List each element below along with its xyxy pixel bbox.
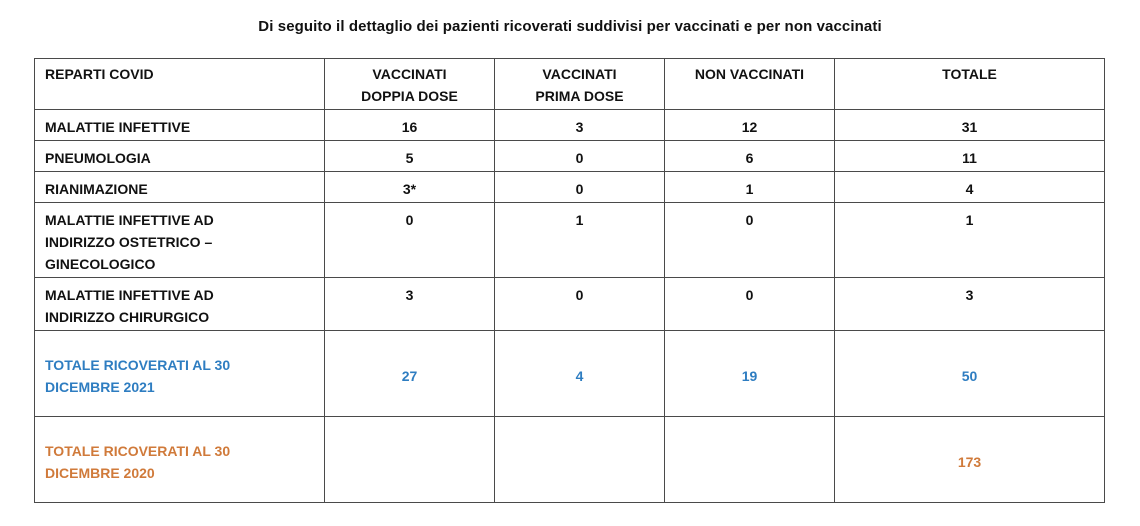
cell-totale: 31 xyxy=(835,110,1105,141)
cell-doppia: 3 xyxy=(325,278,495,331)
total-2021-label xyxy=(35,331,325,417)
header-prima-line2: PRIMA DOSE xyxy=(535,88,624,104)
header-doppia-line1: VACCINATI xyxy=(372,66,447,82)
hospitalized-patients-table xyxy=(34,58,1105,503)
total-2020-prima xyxy=(495,417,665,503)
header-totale xyxy=(835,59,1105,110)
header-vaccinati-prima-dose xyxy=(495,59,665,110)
row-label xyxy=(35,141,325,172)
page-title: Di seguito il dettaglio dei pazienti ricoverati suddivisi per vaccinati e per non vaccinati xyxy=(258,18,882,35)
cell-doppia: 3* xyxy=(325,172,495,203)
total-2020-label-line: TOTALE RICOVERATI AL 30 xyxy=(45,442,231,459)
table-row xyxy=(35,110,1105,141)
cell-prima: 0 xyxy=(495,278,665,331)
cell-doppia: 5 xyxy=(325,141,495,172)
total-2020-totale: 173 xyxy=(835,417,1105,503)
header-prima-line1: VACCINATI xyxy=(542,66,617,82)
row-label xyxy=(35,203,325,278)
cell-non: 1 xyxy=(665,172,835,203)
cell-prima: 3 xyxy=(495,110,665,141)
total-2020-row xyxy=(35,417,1105,503)
header-doppia-line2: DOPPIA DOSE xyxy=(361,88,458,104)
total-2021-row xyxy=(35,331,1105,417)
cell-prima: 0 xyxy=(495,141,665,172)
table-row xyxy=(35,141,1105,172)
total-2021-label-line: DICEMBRE 2021 xyxy=(45,378,155,395)
total-2020-doppia xyxy=(325,417,495,503)
cell-totale: 1 xyxy=(835,203,1105,278)
cell-doppia: 16 xyxy=(325,110,495,141)
header-reparti-covid-text: REPARTI COVID xyxy=(45,66,154,82)
total-2020-label xyxy=(35,417,325,503)
row-label-line: INDIRIZZO CHIRURGICO xyxy=(45,309,210,325)
table-header-row xyxy=(35,59,1105,110)
row-label-line: MALATTIE INFETTIVE AD xyxy=(45,287,214,303)
header-vaccinati-doppia-dose xyxy=(325,59,495,110)
row-label xyxy=(35,110,325,141)
total-2021-prima: 4 xyxy=(495,331,665,417)
total-2021-doppia: 27 xyxy=(325,331,495,417)
cell-prima: 0 xyxy=(495,172,665,203)
header-non-vaccinati-text: NON VACCINATI xyxy=(694,66,805,82)
table-row xyxy=(35,172,1105,203)
table-row xyxy=(35,278,1105,331)
row-label-line: MALATTIE INFETTIVE xyxy=(45,119,191,135)
total-2020-non xyxy=(665,417,835,503)
row-label-line: INDIRIZZO OSTETRICO – xyxy=(45,234,213,250)
row-label-line: PNEUMOLOGIA xyxy=(45,150,151,166)
row-label-line: MALATTIE INFETTIVE AD xyxy=(45,212,214,228)
cell-totale: 3 xyxy=(835,278,1105,331)
table-row xyxy=(35,203,1105,278)
cell-totale: 4 xyxy=(835,172,1105,203)
header-reparti-covid xyxy=(35,59,325,110)
header-non-vaccinati xyxy=(665,59,835,110)
total-2021-label-line: TOTALE RICOVERATI AL 30 xyxy=(45,356,231,373)
row-label xyxy=(35,172,325,203)
cell-totale: 11 xyxy=(835,141,1105,172)
cell-non: 6 xyxy=(665,141,835,172)
cell-non: 12 xyxy=(665,110,835,141)
header-totale-text: TOTALE xyxy=(942,66,997,82)
cell-non: 0 xyxy=(665,203,835,278)
cell-prima: 1 xyxy=(495,203,665,278)
total-2020-label-line: DICEMBRE 2020 xyxy=(45,464,155,481)
cell-non: 0 xyxy=(665,278,835,331)
cell-doppia: 0 xyxy=(325,203,495,278)
row-label-line: GINECOLOGICO xyxy=(45,256,156,272)
row-label-line: RIANIMAZIONE xyxy=(45,181,148,197)
total-2021-non: 19 xyxy=(665,331,835,417)
row-label xyxy=(35,278,325,331)
total-2021-totale: 50 xyxy=(835,331,1105,417)
